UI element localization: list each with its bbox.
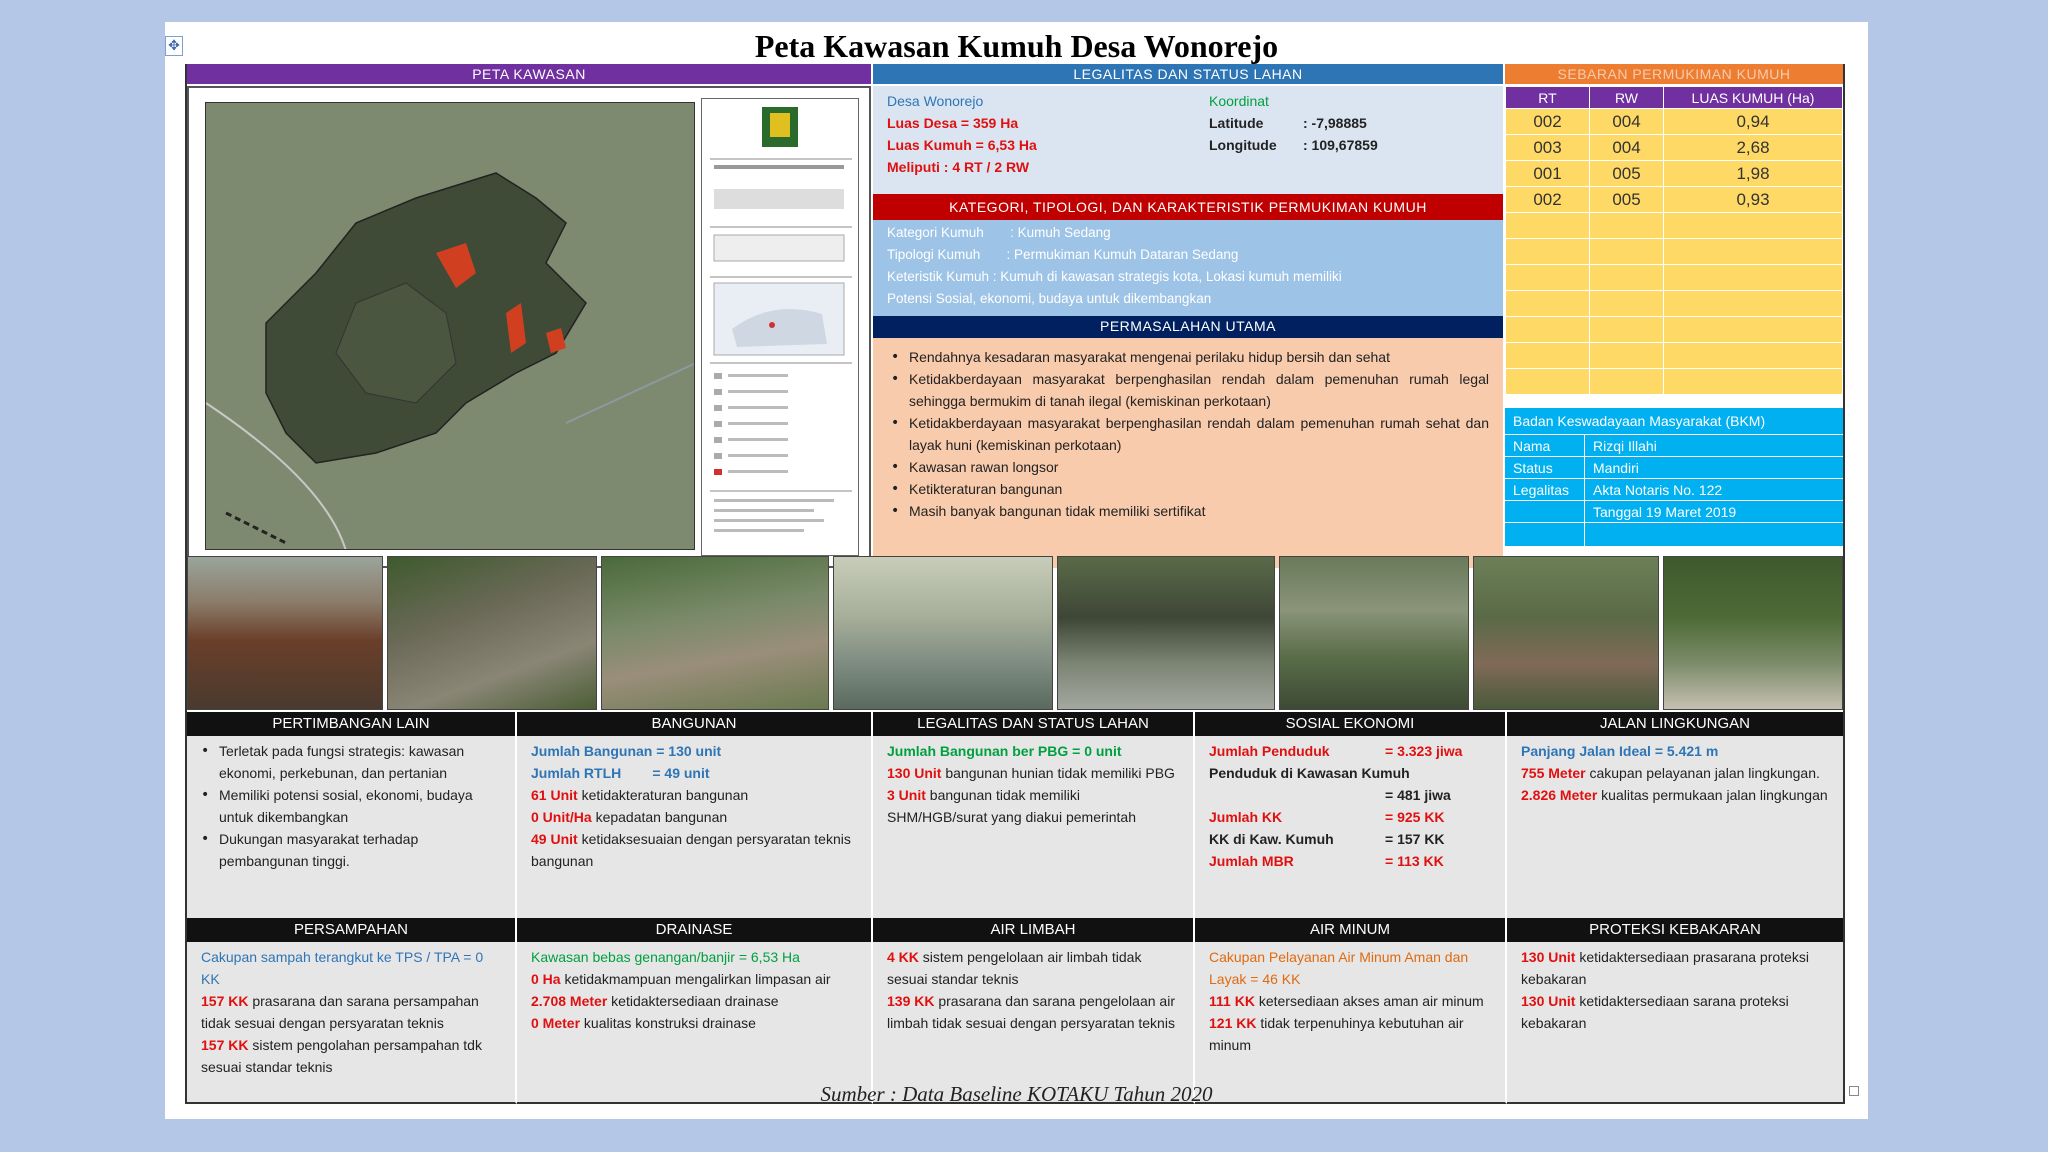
proteksi-l2-value: 130 Unit	[1521, 993, 1576, 1009]
jalan-header: JALAN LINGKUNGAN	[1507, 712, 1843, 736]
bangunan-l3-value: 61 Unit	[531, 787, 578, 803]
sosial-kk-value: = 925 KK	[1385, 809, 1445, 825]
cell-rw: 005	[1590, 187, 1664, 213]
luas-kumuh: Luas Kumuh = 6,53 Ha	[887, 137, 1037, 153]
photo-person-path	[601, 556, 829, 710]
drainase-l3-value: 2.708 Meter	[531, 993, 608, 1009]
proteksi-l1-value: 130 Unit	[1521, 949, 1576, 965]
source-caption: Sumber : Data Baseline KOTAKU Tahun 2020	[820, 1082, 1213, 1106]
pertimbangan-cell	[187, 736, 517, 918]
persampahan-header: PERSAMPAHAN	[187, 918, 515, 942]
permasalahan-item: • Ketidakberdayaan masyarakat berpenghasilan rendah dalam pemenuhan rumah sehat dan layak huni (kemiskinan perkotaan)	[887, 412, 1489, 456]
legalitas2-l3-text: bangunan tidak memiliki SHM/HGB/surat yang diakui pemerintah	[887, 787, 1136, 825]
photo-house	[187, 556, 383, 710]
airminum-l2-value: 111 KK	[1209, 993, 1255, 1009]
sosial-kk-kumuh-value: = 157 KK	[1385, 831, 1445, 847]
proteksi-l2-text: ketidaktersediaan sarana proteksi kebakaran	[1521, 993, 1789, 1031]
luas-desa: Luas Desa = 359 Ha	[887, 115, 1019, 131]
bangunan-l3-text: ketidakteraturan bangunan	[577, 787, 749, 803]
bkm-nama: Rizqi Illahi	[1593, 438, 1657, 454]
legalitas2-cell	[873, 736, 1195, 918]
sosial-kk-label: Jumlah KK	[1209, 809, 1283, 825]
cell-rw: 004	[1590, 109, 1664, 135]
kategori-line: Kategori Kumuh : Kumuh Sedang	[887, 225, 1111, 240]
table-row	[1506, 161, 1843, 187]
legalitas2-l2-value: 130 Unit	[887, 765, 942, 781]
col-rt: RT	[1506, 87, 1590, 109]
photo-toilet	[1279, 556, 1469, 710]
photo-drain	[1057, 556, 1275, 710]
table-row-empty	[1506, 369, 1843, 395]
pertimbangan-header: PERTIMBANGAN LAIN	[187, 712, 515, 736]
table-row-empty	[1506, 317, 1843, 343]
bkm-tanggal: Tanggal 19 Maret 2019	[1593, 504, 1737, 520]
jalan-l2-text: cakupan pelayanan jalan lingkungan.	[1585, 765, 1820, 781]
drainase-l4-value: 0 Meter	[531, 1015, 581, 1031]
table-row	[1506, 135, 1843, 161]
photo-garden	[1473, 556, 1659, 710]
table-row	[1506, 109, 1843, 135]
pertimbangan-item: • Dukungan masyarakat terhadap pembangunan tinggi.	[197, 828, 505, 872]
bkm-legalitas-label: Legalitas	[1505, 479, 1585, 500]
permasalahan-item: • Ketidakberdayaan masyarakat berpenghasilan rendah dalam pemenuhan rumah legal sehingga bermukim di tanah ilegal (kemiskinan perkotaan)	[887, 368, 1489, 412]
map-graphic	[206, 103, 695, 550]
cell-rw: 005	[1590, 161, 1664, 187]
persampahan-l3-value: 157 KK	[201, 1037, 249, 1053]
jalan-panjang: Panjang Jalan Ideal = 5.421 m	[1521, 743, 1719, 759]
drainase-cell	[517, 942, 873, 1104]
jalan-cell	[1507, 736, 1843, 918]
cell-luas: 0,93	[1664, 187, 1843, 213]
persampahan-l3-text: sistem pengolahan persampahan tdk sesuai standar teknis	[201, 1037, 482, 1075]
proteksi-cell	[1507, 942, 1843, 1104]
proteksi-header: PROTEKSI KEBAKARAN	[1507, 918, 1843, 942]
legalitas2-header: LEGALITAS DAN STATUS LAHAN	[873, 712, 1193, 736]
jalan-l2-value: 755 Meter	[1521, 765, 1586, 781]
map-legend-graphic	[702, 99, 860, 557]
right-border	[1843, 64, 1845, 1104]
longitude-label: Longitude	[1209, 137, 1277, 153]
permasalahan-list	[887, 346, 1489, 522]
sosial-penduduk-label: Jumlah Penduduk	[1209, 743, 1330, 759]
airlimbah-l2-text: prasarana dan sarana pengelolaan air limbah tidak sesuai dengan persyaratan teknis	[887, 993, 1175, 1031]
bangunan-l5-value: 49 Unit	[531, 831, 578, 847]
bangunan-jumlah: Jumlah Bangunan = 130 unit	[531, 743, 722, 759]
karakteristik-line: Keteristik Kumuh : Kumuh di kawasan strategis kota, Lokasi kumuh memiliki	[887, 269, 1342, 284]
col-rw: RW	[1590, 87, 1664, 109]
persampahan-cell	[187, 942, 517, 1104]
bkm-header: Badan Keswadayaan Masyarakat (BKM)	[1513, 413, 1766, 429]
jalan-l3-text: kualitas permukaan jalan lingkungan	[1597, 787, 1828, 803]
airminum-cakupan: Cakupan Pelayanan Air Minum Aman dan Layak = 46 KK	[1209, 949, 1469, 987]
legalitas-header: LEGALITAS DAN STATUS LAHAN	[873, 64, 1503, 84]
sosial-penduduk-value: = 3.323 jiwa	[1385, 743, 1463, 759]
cell-luas: 1,98	[1664, 161, 1843, 187]
koordinat-label: Koordinat	[1209, 93, 1269, 109]
sosial-mbr-value: = 113 KK	[1385, 853, 1444, 869]
airlimbah-l1-text: sistem pengelolaan air limbah tidak sesuai standar teknis	[887, 949, 1142, 987]
latitude-value: : -7,98885	[1303, 115, 1367, 131]
longitude-value: : 109,67859	[1303, 137, 1378, 153]
potensi-line: Potensi Sosial, ekonomi, budaya untuk dikembangkan	[887, 291, 1212, 306]
map-legend	[701, 98, 859, 556]
drainase-header: DRAINASE	[517, 918, 871, 942]
bangunan-cell	[517, 736, 873, 918]
table-row-empty	[1506, 291, 1843, 317]
bkm-panel	[1505, 408, 1843, 546]
left-border	[185, 64, 187, 1104]
persampahan-l2-value: 157 KK	[201, 993, 249, 1009]
airminum-header: AIR MINUM	[1195, 918, 1505, 942]
cell-luas: 2,68	[1664, 135, 1843, 161]
permasalahan-item: • Rendahnya kesadaran masyarakat mengenai perilaku hidup bersih dan sehat	[887, 346, 1489, 368]
permasalahan-item: • Kawasan rawan longsor	[887, 456, 1489, 478]
pertimbangan-item: • Memiliki potensi sosial, ekonomi, budaya untuk dikembangkan	[197, 784, 505, 828]
table-row	[1506, 187, 1843, 213]
cell-rt: 002	[1506, 187, 1590, 213]
drainase-l4-text: kualitas konstruksi drainase	[580, 1015, 756, 1031]
sosial-mbr-label: Jumlah MBR	[1209, 853, 1294, 869]
bkm-row	[1505, 478, 1843, 500]
cell-luas: 0,94	[1664, 109, 1843, 135]
peta-header: PETA KAWASAN	[187, 64, 871, 84]
desa-name: Desa Wonorejo	[887, 93, 984, 109]
permasalahan-item: • Masih banyak bangunan tidak memiliki sertifikat	[887, 500, 1489, 522]
photo-well	[833, 556, 1053, 710]
cell-rw: 004	[1590, 135, 1664, 161]
legalitas2-l3-value: 3 Unit	[887, 787, 926, 803]
page-title: Peta Kawasan Kumuh Desa Wonorejo	[754, 28, 1279, 64]
pertimbangan-item: • Terletak pada fungsi strategis: kawasan ekonomi, perkebunan, dan pertanian	[197, 740, 505, 784]
permasalahan-item: • Ketikteraturan bangunan	[887, 478, 1489, 500]
bangunan-header: BANGUNAN	[517, 712, 871, 736]
bkm-row	[1505, 522, 1843, 546]
airlimbah-header: AIR LIMBAH	[873, 918, 1193, 942]
sosial-header: SOSIAL EKONOMI	[1195, 712, 1505, 736]
cell-rt: 003	[1506, 135, 1590, 161]
kategori-panel	[873, 220, 1503, 316]
photo-path	[387, 556, 597, 710]
table-row-empty	[1506, 343, 1843, 369]
map-frame	[187, 86, 871, 568]
airlimbah-l2-value: 139 KK	[887, 993, 935, 1009]
permasalahan-panel	[873, 338, 1503, 568]
jalan-l3-value: 2.826 Meter	[1521, 787, 1598, 803]
map-image	[205, 102, 695, 550]
kategori-header: KATEGORI, TIPOLOGI, DAN KARAKTERISTIK PERMUKIMAN KUMUH	[873, 194, 1503, 220]
move-handle-icon[interactable]: ✥	[165, 36, 183, 56]
sosial-kawasan-label: Penduduk di Kawasan Kumuh	[1209, 765, 1410, 781]
table-row-empty	[1506, 265, 1843, 291]
airminum-l3-text: tidak terpenuhinya kebutuhan air minum	[1209, 1015, 1464, 1053]
sebaran-table	[1505, 86, 1843, 395]
bangunan-rtlh: Jumlah RTLH = 49 unit	[531, 765, 710, 781]
persampahan-l2-text: prasarana dan sarana persampahan tidak sesuai dengan persyaratan teknis	[201, 993, 479, 1031]
bkm-status-label: Status	[1505, 457, 1585, 478]
document-page	[165, 22, 1868, 1119]
cell-rt: 001	[1506, 161, 1590, 187]
bkm-row	[1505, 500, 1843, 522]
bkm-nama-label: Nama	[1505, 435, 1585, 456]
table-row-empty	[1506, 213, 1843, 239]
pertimbangan-list	[197, 740, 505, 872]
bkm-legalitas: Akta Notaris No. 122	[1593, 482, 1723, 498]
persampahan-cakupan: Cakupan sampah terangkut ke TPS / TPA = 0 KK	[201, 949, 484, 987]
sosial-kk-kumuh-label: KK di Kaw. Kumuh	[1209, 831, 1334, 847]
meliputi: Meliputi : 4 RT / 2 RW	[887, 159, 1030, 175]
col-luas: LUAS KUMUH (Ha)	[1664, 87, 1843, 109]
airlimbah-cell	[873, 942, 1195, 1104]
bkm-status: Mandiri	[1593, 460, 1639, 476]
drainase-l2-text: ketidakmampuan mengalirkan limpasan air	[560, 971, 831, 987]
drainase-kawasan: Kawasan bebas genangan/banjir = 6,53 Ha	[531, 949, 800, 965]
drainase-l3-text: ketidaktersediaan drainase	[607, 993, 779, 1009]
photo-waste	[1663, 556, 1843, 710]
bangunan-l4-value: 0 Unit/Ha	[531, 809, 592, 825]
cell-rt: 002	[1506, 109, 1590, 135]
airlimbah-l1-value: 4 KK	[887, 949, 919, 965]
tipologi-line: Tipologi Kumuh : Permukiman Kumuh Dataran Sedang	[887, 247, 1239, 262]
sosial-kawasan-value: = 481 jiwa	[1385, 787, 1451, 803]
latitude-label: Latitude	[1209, 115, 1264, 131]
bangunan-l4-text: kepadatan bangunan	[591, 809, 728, 825]
bangunan-l5-text: ketidaksesuaian dengan persyaratan teknis bangunan	[531, 831, 851, 869]
resize-handle[interactable]	[1849, 1086, 1859, 1096]
airminum-l2-text: ketersediaan akses aman air minum	[1254, 993, 1484, 1009]
table-row-empty	[1506, 239, 1843, 265]
airminum-l3-value: 121 KK	[1209, 1015, 1257, 1031]
legalitas2-l2-text: bangunan hunian tidak memiliki PBG	[941, 765, 1175, 781]
drainase-l2-value: 0 Ha	[531, 971, 561, 987]
bkm-row	[1505, 434, 1843, 456]
sosial-cell	[1195, 736, 1507, 918]
sebaran-header: SEBARAN PERMUKIMAN KUMUH	[1505, 64, 1843, 84]
airminum-cell	[1195, 942, 1507, 1104]
bkm-row	[1505, 456, 1843, 478]
proteksi-l1-text: ketidaktersediaan prasarana proteksi kebakaran	[1521, 949, 1809, 987]
permasalahan-header: PERMASALAHAN UTAMA	[873, 316, 1503, 338]
legalitas2-pbg: Jumlah Bangunan ber PBG = 0 unit	[887, 743, 1122, 759]
